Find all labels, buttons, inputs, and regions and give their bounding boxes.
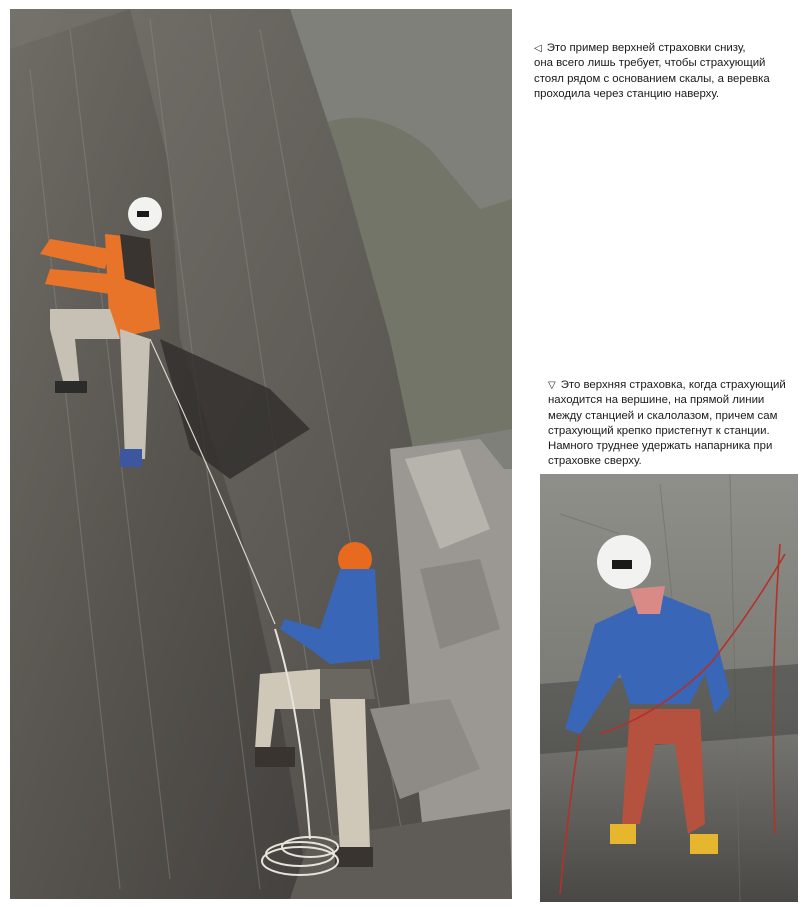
triangle-left-icon: ◁ <box>534 43 542 54</box>
caption-top-line-1: Это пример верхней страховки снизу, <box>546 42 746 54</box>
caption-bottom-line-1: Это верхняя страховка, когда страхующий <box>560 379 786 391</box>
caption-bottom-line-4: страхующий крепко пристегнут к станции. <box>548 424 770 437</box>
caption-top-line-2: она всего лишь требует, чтобы страхующий <box>534 57 766 70</box>
caption-bottom-line-5: Намного труднее удержать напарника при <box>548 440 773 453</box>
caption-bottom-line-2: находится на вершине, на прямой линии <box>548 394 765 407</box>
caption-top-line-4: проходила через станцию наверху. <box>534 87 720 100</box>
triangle-down-icon: ▽ <box>548 380 556 391</box>
caption-bottom-line-3: между станцией и скалолазом, причем сам <box>548 409 778 422</box>
caption-bottom-line-6: страховке сверху. <box>548 455 642 468</box>
caption-top-line-3: стоял рядом с основанием скалы, а веревка <box>534 72 770 85</box>
belayer-photo-small <box>540 474 798 902</box>
climbing-photo-main <box>10 9 512 899</box>
caption-bottom <box>548 378 800 470</box>
caption-top <box>534 41 796 102</box>
